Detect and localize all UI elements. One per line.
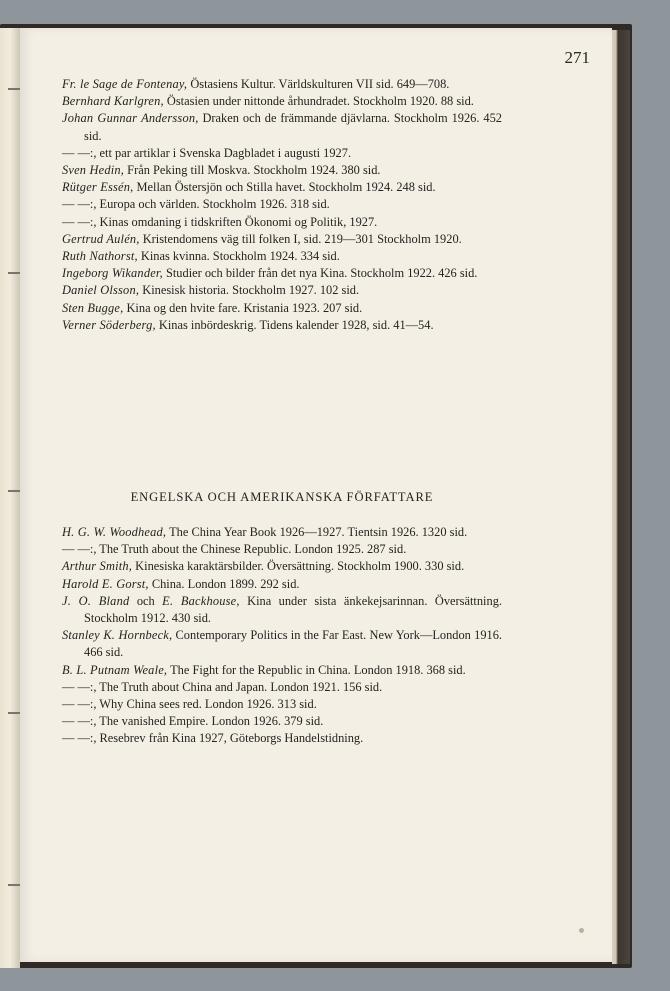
- bibliography-entry: [62, 93, 502, 110]
- bibliography-entry: [62, 317, 502, 334]
- entry-author: J. O. Bland: [62, 593, 130, 608]
- entry-author: Ingeborg Wikander,: [62, 266, 163, 281]
- section-heading: ENGELSKA OCH AMERIKANSKA FÖRFATTARE: [130, 490, 434, 504]
- bibliography-entry: [62, 593, 502, 627]
- bibliography-entry: [62, 179, 502, 196]
- swedish-bibliography: [62, 76, 502, 334]
- entry-text: Från Peking till Moskva. Stockholm 1924. 380 sid.: [124, 163, 381, 178]
- bibliography-entry: [62, 524, 502, 541]
- bibliography-entry: [62, 713, 502, 730]
- entry-text: — —:, Why China sees red. London 1926. 313 sid.: [62, 697, 317, 712]
- bibliography-entry: [62, 730, 502, 747]
- entry-text: Draken och de främmande djävlarna. Stockholm 1926. 452 sid.: [84, 111, 502, 143]
- entry-text: — —:, The Truth about China and Japan. London 1921. 156 sid.: [62, 679, 383, 694]
- entry-text: Kina under sista änkekejsarinnan. Översättning. Stockholm 1912. 430 sid.: [84, 593, 502, 626]
- entry-text: Kinesisk historia. Stockholm 1927. 102 sid.: [139, 283, 360, 298]
- entry-author: Ruth Nathorst,: [62, 249, 138, 264]
- bibliography-entry: [62, 214, 502, 231]
- entry-text: Mellan Östersjön och Stilla havet. Stockholm 1924. 248 sid.: [133, 180, 436, 195]
- page-number: 271: [564, 48, 590, 67]
- bibliography-entry: [62, 541, 502, 558]
- bibliography-entry: [62, 145, 502, 162]
- page-edges: [612, 30, 630, 964]
- entry-text: Kristendomens väg till folken I, sid. 219—301 Stockholm 1920.: [139, 231, 462, 246]
- entry-author: Sven Hedin,: [62, 163, 125, 178]
- bibliography-entry: [62, 558, 502, 575]
- entry-text: Kinas inbördeskrig. Tidens kalender 1928, sid. 41—54.: [155, 317, 434, 332]
- entry-text: Kina og den hvite fare. Kristania 1923. 207 sid.: [123, 300, 363, 315]
- entry-text: Östasien under nittonde århundradet. Stockholm 1920. 88 sid.: [163, 94, 474, 109]
- entry-text: China. London 1899. 292 sid.: [148, 576, 300, 591]
- entry-author: Rütger Essén,: [62, 180, 134, 195]
- entry-text: — —:, ett par artiklar i Svenska Dagbladet i augusti 1927.: [62, 145, 352, 160]
- bibliography-entry: [62, 282, 502, 299]
- page-blemish: [579, 928, 584, 933]
- entry-author: Daniel Olsson,: [62, 283, 140, 298]
- entry-text: Contemporary Politics in the Far East. New York—London 1916. 466 sid.: [84, 628, 503, 660]
- entry-text: Östasiens Kultur. Världskulturen VII sid. 649—708.: [187, 77, 450, 91]
- entry-text: — —:, The Truth about the Chinese Republic. London 1925. 287 sid.: [62, 542, 407, 557]
- entry-text: The China Year Book 1926—1927. Tientsin 1926. 1320 sid.: [166, 525, 468, 539]
- entry-author: Stanley K. Hornbeck,: [62, 628, 173, 643]
- entry-text: och: [129, 593, 163, 608]
- bibliography-entry: [62, 679, 502, 696]
- bibliography-entry: [62, 76, 502, 93]
- entry-author: Verner Söderberg,: [62, 317, 156, 332]
- entry-text: Kinesiska karaktärsbilder. Översättning. Stockholm 1900. 330 sid.: [132, 559, 465, 574]
- entry-author: Sten Bugge,: [62, 300, 124, 315]
- entry-author: H. G. W. Woodhead,: [62, 525, 167, 539]
- entry-text: Kinas kvinna. Stockholm 1924. 334 sid.: [137, 249, 340, 264]
- entry-author: Fr. le Sage de Fontenay,: [62, 77, 188, 91]
- entry-author: B. L. Putnam Weale,: [62, 662, 168, 677]
- bibliography-entry: [62, 231, 502, 248]
- entry-author: Gertrud Aulén,: [62, 231, 140, 246]
- binding-gutter: [0, 28, 20, 968]
- bibliography-entry: [62, 300, 502, 317]
- bibliography-entry: [62, 162, 502, 179]
- entry-author: E. Backhouse,: [162, 593, 240, 608]
- entry-author: Harold E. Gorst,: [62, 576, 149, 591]
- entry-text: — —:, Europa och världen. Stockholm 1926. 318 sid.: [62, 197, 330, 212]
- bibliography-entry: [62, 196, 502, 213]
- bibliography-entry: [62, 248, 502, 265]
- bibliography-entry: [62, 265, 502, 282]
- bibliography-entry: [62, 576, 502, 593]
- bibliography-entry: [62, 627, 502, 661]
- bibliography-entry: [62, 696, 502, 713]
- entry-author: Arthur Smith,: [62, 559, 133, 574]
- entry-text: The Fight for the Republic in China. London 1918. 368 sid.: [167, 662, 466, 677]
- entry-author: Bernhard Karlgren,: [62, 94, 164, 109]
- entry-text: — —:, The vanished Empire. London 1926. 379 sid.: [62, 714, 324, 729]
- entry-text: — —:, Resebrev från Kina 1927, Göteborgs Handelstidning.: [62, 731, 364, 746]
- entry-text: Studier och bilder från det nya Kina. Stockholm 1922. 426 sid.: [162, 266, 478, 281]
- english-bibliography: [62, 524, 502, 748]
- entry-author: Johan Gunnar Andersson,: [62, 111, 199, 126]
- bibliography-entry: [62, 110, 502, 144]
- entry-text: — —:, Kinas omdaning i tidskriften Ökonomi og Politik, 1927.: [62, 214, 378, 229]
- bibliography-entry: [62, 662, 502, 679]
